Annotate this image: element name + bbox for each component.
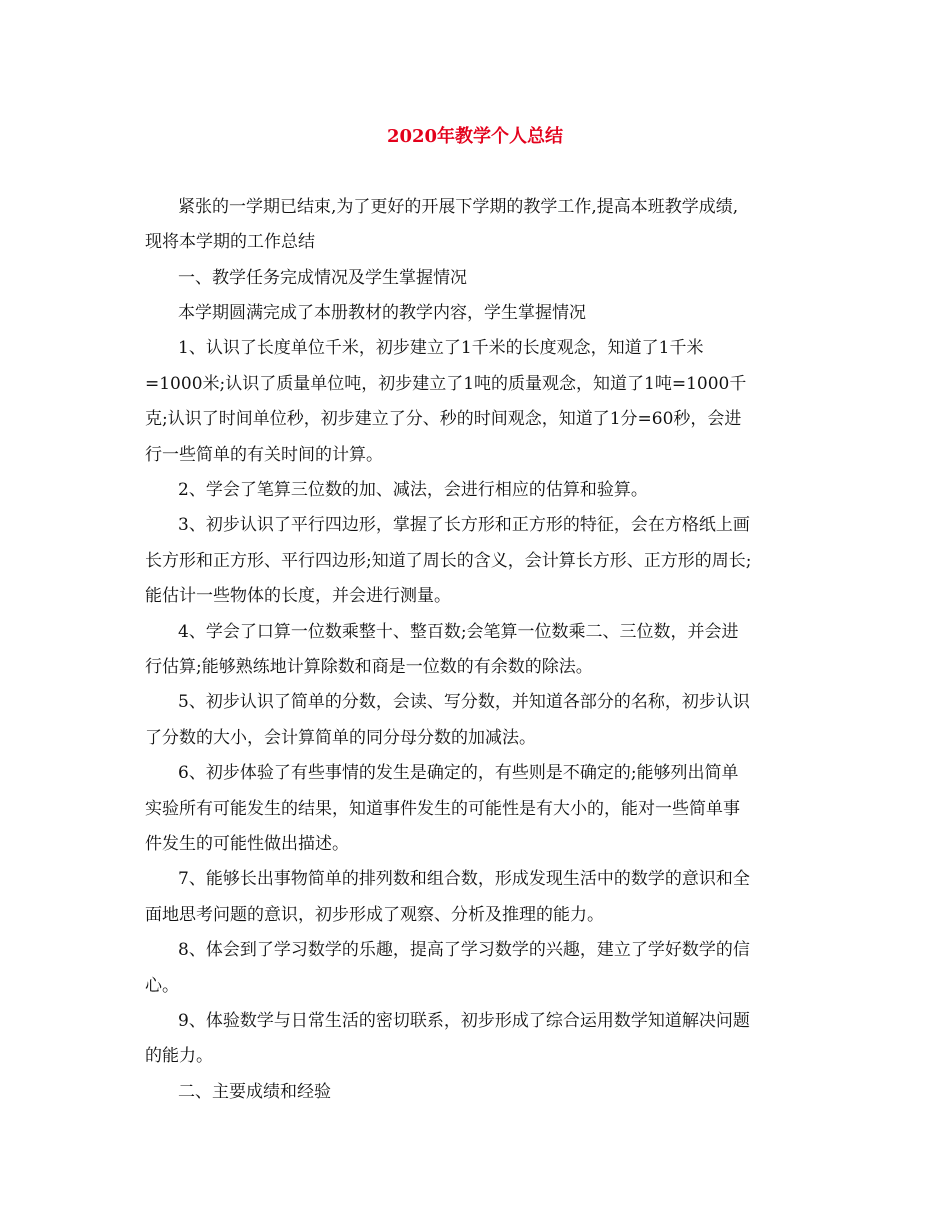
paragraph-line: 2、学会了笔算三位数的加、减法，会进行相应的估算和验算。	[178, 480, 648, 500]
paragraph-line: 面地思考问题的意识，初步形成了观察、分析及推理的能力。	[145, 905, 604, 925]
paragraph-line: 4、学会了口算一位数乘整十、整百数;会笔算一位数乘二、三位数，并会进	[178, 622, 739, 642]
paragraph-line: 能估计一些物体的长度，并会进行测量。	[145, 586, 451, 606]
paragraph-line: 行一些简单的有关时间的计算。	[145, 445, 383, 465]
section-heading: 二、主要成绩和经验	[178, 1082, 331, 1102]
paragraph-line: 9、体验数学与日常生活的密切联系，初步形成了综合运用数学知道解决问题	[178, 1011, 750, 1031]
paragraph-line: 5、初步认识了简单的分数，会读、写分数，并知道各部分的名称，初步认识	[178, 692, 750, 712]
paragraph-line: 心。	[145, 976, 179, 996]
paragraph-line: 1、认识了长度单位千米，初步建立了1千米的长度观念，知道了1千米	[178, 338, 704, 358]
paragraph-line: 的能力。	[145, 1046, 213, 1066]
paragraph-line: 8、体会到了学习数学的乐趣，提高了学习数学的兴趣，建立了学好数学的信	[178, 940, 750, 960]
document-title: 2020年教学个人总结	[386, 126, 564, 147]
paragraph-line: 3、初步认识了平行四边形，掌握了长方形和正方形的特征，会在方格纸上画	[178, 515, 750, 535]
paragraph-line: 紧张的一学期已结束,为了更好的开展下学期的教学工作,提高本班教学成绩,	[178, 197, 739, 217]
paragraph-line: 本学期圆满完成了本册教材的教学内容，学生掌握情况	[178, 303, 586, 323]
paragraph-line: 件发生的可能性做出描述。	[145, 834, 349, 854]
paragraph-line: 克;认识了时间单位秒，初步建立了分、秒的时间观念，知道了1分=60秒，会进	[145, 409, 742, 429]
paragraph-line: 7、能够长出事物简单的排列数和组合数，形成发现生活中的数学的意识和全	[178, 869, 750, 889]
paragraph-line: 现将本学期的工作总结	[145, 232, 315, 252]
paragraph-line: 行估算;能够熟练地计算除数和商是一位数的有余数的除法。	[145, 657, 593, 677]
paragraph-line: 长方形和正方形、平行四边形;知道了周长的含义，会计算长方形、正方形的周长;	[145, 551, 752, 571]
paragraph-line: 实验所有可能发生的结果，知道事件发生的可能性是有大小的，能对一些简单事	[145, 799, 740, 819]
paragraph-line: 了分数的大小，会计算简单的同分母分数的加减法。	[145, 728, 536, 748]
paragraph-line: 6、初步体验了有些事情的发生是确定的，有些则是不确定的;能够列出简单	[178, 763, 739, 783]
section-heading: 一、教学任务完成情况及学生掌握情况	[178, 268, 467, 288]
paragraph-line: =1000米;认识了质量单位吨，初步建立了1吨的质量观念，知道了1吨=1000千	[145, 374, 747, 394]
